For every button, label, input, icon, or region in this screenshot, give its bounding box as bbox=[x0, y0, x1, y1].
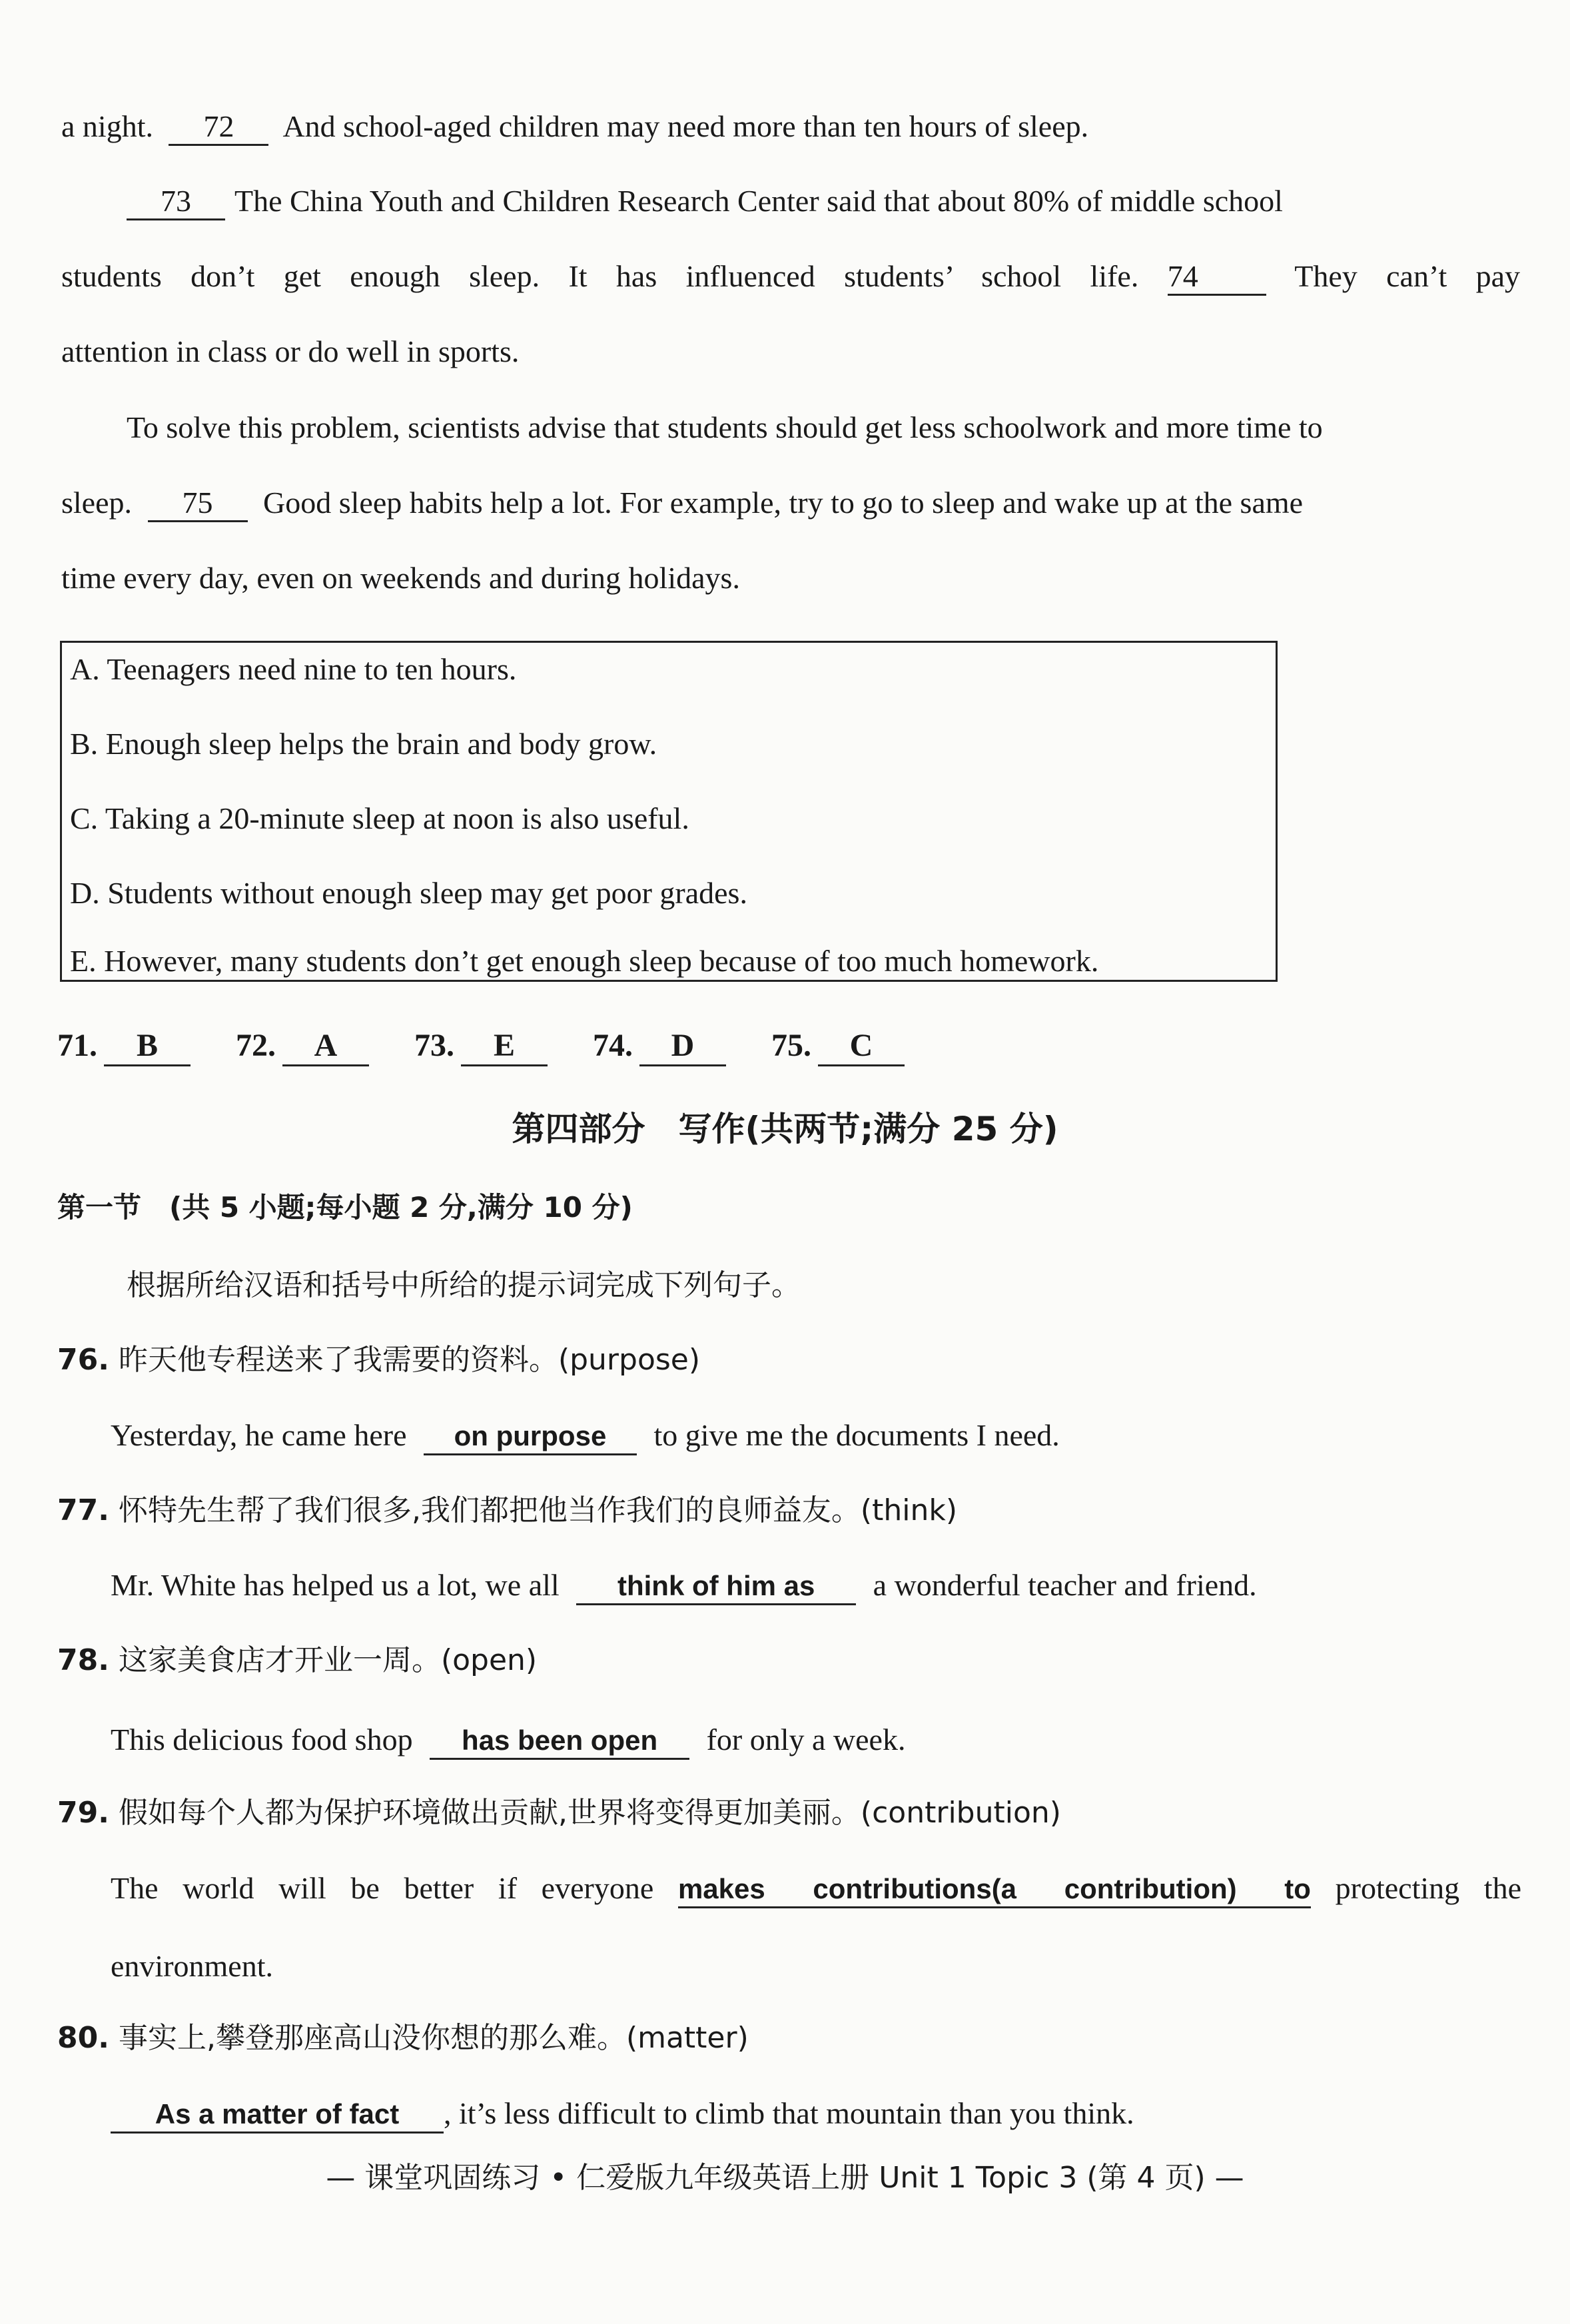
option-d: D. Students without enough sleep may get poor grades. bbox=[70, 876, 747, 910]
question-77-en: Mr. White has helped us a lot, we all think of him as a wonderful teacher and friend. bbox=[111, 1565, 1257, 1605]
passage-line-3: students don’t get enough sleep. It has influenced students’ school life. 74 They can’t pay bbox=[61, 256, 1520, 296]
question-79-cn: 79. 假如每个人都为保护环境做出贡献,世界将变得更加美丽。(contribution) bbox=[57, 1796, 1061, 1830]
answer-78: has been open bbox=[430, 1723, 689, 1760]
answer-value: C bbox=[818, 1027, 905, 1066]
answer-row bbox=[57, 1027, 942, 1066]
answer-80: As a matter of fact bbox=[111, 2097, 444, 2133]
blank-74: 74 bbox=[1168, 259, 1266, 296]
question-76-cn: 76. 昨天他专程送来了我需要的资料。(purpose) bbox=[57, 1343, 701, 1377]
question-79-en-line2: environment. bbox=[111, 1949, 273, 1983]
question-80-en: As a matter of fact , it’s less difficult to climb that mountain than you think. bbox=[111, 2094, 1134, 2133]
page-footer: — 课堂巩固练习 • 仁爱版九年级英语上册 Unit 1 Topic 3 (第 4 页) — bbox=[326, 2161, 1244, 2195]
question-80-cn: 80. 事实上,攀登那座高山没你想的那么难。(matter) bbox=[57, 2021, 749, 2055]
blank-75: 75 bbox=[148, 486, 248, 522]
section1-title: 第一节 (共 5 小题;每小题 2 分,满分 10 分) bbox=[57, 1191, 633, 1224]
answer-number: 73. bbox=[414, 1028, 454, 1063]
option-c: C. Taking a 20-minute sleep at noon is also useful. bbox=[70, 801, 689, 835]
option-b: B. Enough sleep helps the brain and body grow. bbox=[70, 727, 657, 761]
passage-line-1: a night. 72 And school-aged children may need more than ten hours of sleep. bbox=[61, 107, 1088, 147]
question-79-en: The world will be better if everyone makes contributions(a contribution) to protecting the bbox=[111, 1868, 1521, 1908]
instruction: 根据所给汉语和括号中所给的提示词完成下列句子。 bbox=[127, 1268, 801, 1302]
answer-number: 71. bbox=[57, 1028, 97, 1063]
answer-value: E bbox=[461, 1027, 548, 1066]
options-box bbox=[60, 641, 1278, 982]
passage-line-2: 73 The China Youth and Children Research Center said that about 80% of middle school bbox=[127, 181, 1283, 221]
blank-72: 72 bbox=[169, 109, 268, 146]
passage-line-4: attention in class or do well in sports. bbox=[61, 334, 520, 368]
answer-number: 74. bbox=[593, 1028, 633, 1063]
question-78-en: This delicious food shop has been open for only a week. bbox=[111, 1720, 905, 1760]
question-77-cn: 77. 怀特先生帮了我们很多,我们都把他当作我们的良师益友。(think) bbox=[57, 1493, 957, 1527]
question-76-en: Yesterday, he came here on purpose to give me the documents I need. bbox=[111, 1415, 1060, 1455]
answer-value: B bbox=[104, 1027, 191, 1066]
answer-77: think of him as bbox=[576, 1569, 856, 1605]
answer-79: makes contributions(a contribution) to bbox=[678, 1872, 1311, 1908]
blank-73: 73 bbox=[127, 184, 225, 220]
option-a: A. Teenagers need nine to ten hours. bbox=[70, 652, 517, 686]
option-e: E. However, many students don’t get enough sleep because of too much homework. bbox=[70, 944, 1099, 978]
answer-value: A bbox=[282, 1027, 369, 1066]
part4-heading: 第四部分 写作(共两节;满分 25 分) bbox=[512, 1110, 1058, 1148]
answer-value: D bbox=[639, 1027, 726, 1066]
answer-number: 75. bbox=[771, 1028, 811, 1063]
question-78-cn: 78. 这家美食店才开业一周。(open) bbox=[57, 1643, 538, 1677]
passage-line-5: To solve this problem, scientists advise that students should get less schoolwork and more time to bbox=[127, 410, 1323, 444]
passage-line-6: sleep. 75 Good sleep habits help a lot. For example, try to go to sleep and wake up at the same bbox=[61, 483, 1303, 523]
answer-number: 72. bbox=[236, 1028, 276, 1063]
answer-76: on purpose bbox=[424, 1419, 637, 1455]
passage-line-7: time every day, even on weekends and during holidays. bbox=[61, 561, 740, 595]
